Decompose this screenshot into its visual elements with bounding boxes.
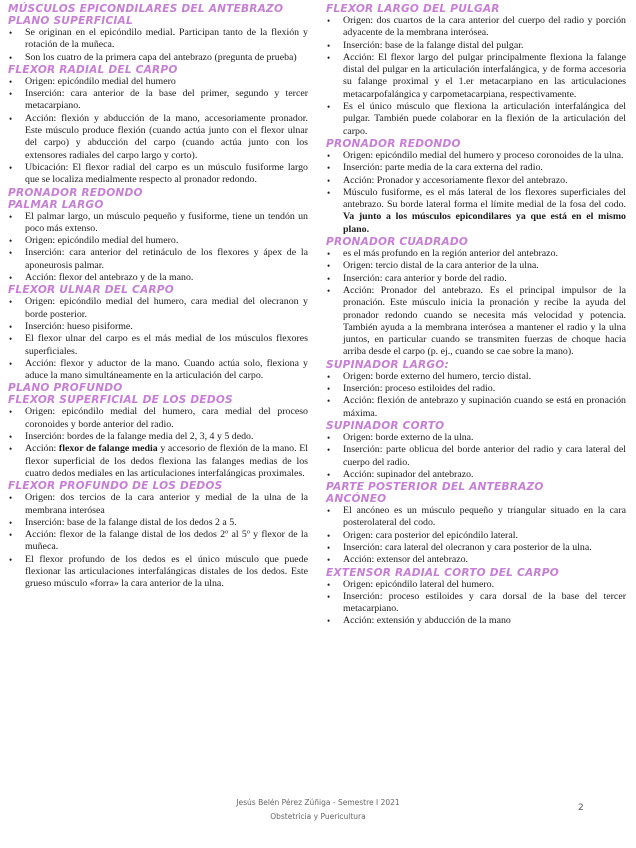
section-heading: SUPINADOR CORTO: [326, 419, 445, 432]
item-text: Acción: flexor y aductor de la mano. Cuando actúa solo, flexiona y aduce la mano simultáneamente en la articulación del carpo.: [25, 357, 308, 382]
bullet-list: [326, 248, 626, 359]
page-footer: [0, 796, 636, 824]
section-heading: PLANO SUPERFICIAL: [8, 15, 133, 27]
bullet-icon: •: [327, 555, 331, 566]
section-heading: PRONADOR REDONDO: [326, 137, 461, 150]
section-heading: PARTE POSTERIOR DEL ANTEBRAZO: [326, 481, 544, 494]
list-item: [8, 529, 308, 554]
item-text: Inserción: cara anterior de la base del primer, segundo y tercer metacarpiano.: [25, 88, 308, 112]
page-number: 2: [578, 803, 584, 813]
list-item: [326, 554, 626, 566]
list-item: [8, 492, 308, 517]
list-item: [8, 88, 308, 113]
bullet-icon: •: [9, 113, 13, 124]
bullet-icon: •: [327, 445, 331, 456]
section-heading: PRONADOR REDONDO: [8, 186, 143, 199]
item-text: Acción: extensión y abducción de la mano: [343, 615, 511, 627]
bullet-icon: •: [327, 616, 331, 627]
item-text: Son los cuatro de la primera capa del antebrazo (pregunta de prueba): [25, 51, 297, 63]
section-heading: EXTENSOR RADIAL CORTO DEL CARPO: [326, 566, 559, 579]
item-text: Origen: tercio distal de la cara anterior de la ulna.: [343, 260, 539, 272]
bullet-icon: •: [327, 102, 331, 113]
list-item: [326, 175, 626, 187]
item-text: Acción: flexión y abducción de la mano, accesoriamente pronador. Este músculo produce flexión (cuando actúa junto con el flexor ulnar del carpo) y abducción del carpo (cuando actúa junto con los extensores radiales del carpo largo y corto).: [25, 112, 308, 161]
bullet-icon: •: [9, 321, 13, 332]
list-item: [8, 296, 308, 321]
item-text: Acción:: [25, 443, 59, 455]
list-item: [326, 150, 626, 162]
list-item: [8, 321, 308, 333]
bullet-icon: •: [327, 530, 331, 541]
list-item: [326, 542, 626, 554]
bullet-icon: •: [327, 249, 331, 260]
item-text: El flexor profundo de los dedos es el único músculo que puede flexionar las articulaciones interfalángicas distales de los dedos. Este grueso músculo «forra» la cara anterior de la ulna.: [25, 553, 308, 590]
item-text: Acción: supinador del antebrazo.: [343, 468, 474, 480]
item-text: Inserción: proceso estiloides y cara dorsal de la base del tercer metacarpiano.: [343, 590, 626, 615]
item-text: Origen: epicóndilo medial del humero: [25, 75, 176, 87]
bullet-icon: •: [9, 89, 13, 100]
list-item: [326, 579, 626, 591]
bullet-icon: •: [9, 407, 13, 418]
bullet-icon: •: [9, 273, 13, 284]
bullet-icon: •: [9, 493, 13, 504]
item-text: Inserción: base de la falange distal del pulgar.: [343, 39, 524, 51]
item-text: Acción: extensor del antebrazo.: [343, 554, 469, 566]
list-item: [326, 15, 626, 40]
list-item: [326, 371, 626, 383]
bullet-icon: •: [327, 469, 331, 480]
section-heading: SUPINADOR LARGO:: [326, 358, 449, 371]
item-text: Origen: epicóndilo medial del humero.: [25, 235, 179, 247]
list-item: [8, 247, 308, 272]
item-text: El flexor ulnar del carpo es el más medial de los músculos flexores superficiales.: [25, 333, 308, 357]
list-item: [326, 248, 626, 260]
list-item: [8, 162, 308, 187]
item-text: Origen: borde externo de la ulna.: [343, 431, 474, 443]
section-heading: PRONADOR CUADRADO: [326, 236, 469, 249]
bullet-icon: •: [327, 261, 331, 272]
item-text: Origen: dos cuartos de la cara anterior del cuerpo del radio y porción adyacente de la membrana interósea.: [343, 15, 626, 39]
bullet-list: [326, 505, 626, 566]
item-text-bold: flexor de falange media: [58, 443, 158, 455]
right-column: [326, 3, 626, 628]
bullet-icon: •: [327, 506, 331, 517]
list-item: [8, 333, 308, 358]
item-text: Músculo fusiforme, es el más lateral de los flexores superficiales del antebrazo. Su borde lateral forma el límite medial de la fosa del codo.: [343, 186, 626, 211]
item-text: Inserción: cara anterior y borde del radio.: [343, 272, 507, 284]
list-item: [326, 52, 626, 101]
item-text: Ubicación: El flexor radial del carpo es un músculo fusiforme largo que se localiza medialmente respecto al pronador redondo.: [25, 161, 308, 186]
item-text: Se originan en el epicóndilo medial. Participan tanto de la flexión y rotación de la muñeca.: [25, 27, 308, 51]
section-heading: PALMAR LARGO: [8, 198, 104, 211]
bullet-list: [8, 27, 308, 64]
list-item: [8, 27, 308, 52]
list-item: [326, 40, 626, 52]
list-item: [8, 272, 308, 284]
bullet-icon: •: [9, 236, 13, 247]
bullet-list: [326, 371, 626, 420]
bullet-icon: •: [327, 285, 331, 296]
list-item: [8, 76, 308, 88]
item-text: Origen: borde externo del humero, tercio distal.: [343, 370, 532, 382]
list-item: [326, 615, 626, 627]
list-item: [326, 260, 626, 272]
bullet-icon: •: [327, 591, 331, 602]
bullet-list: [326, 432, 626, 481]
bullet-icon: •: [9, 444, 13, 455]
item-text: Origen: epicóndilo medial del humero, cara medial del olecranon y borde posterior.: [25, 296, 308, 320]
section-heading: FLEXOR PROFUNDO DE LOS DEDOS: [8, 480, 223, 493]
item-text: Inserción: hueso pisiforme.: [25, 320, 133, 332]
section-heading: ANCÓNEO: [326, 493, 387, 506]
item-text: Inserción: cara lateral del olecranon y cara posterior de la ulna.: [343, 541, 592, 553]
item-text: y accesorio de flexión de la mano. El flexor superficial de los dedos flexiona las falanges medias de los cuatro dedos mediales en las articulaciones interfalángicas proximales.: [25, 443, 308, 479]
list-item: [326, 505, 626, 530]
item-text: es el más profundo en la región anterior del antebrazo.: [343, 248, 558, 260]
bullet-icon: •: [9, 554, 13, 565]
item-text: Inserción: cara anterior del retináculo de los flexores y ápex de la aponeurosis palmar.: [25, 247, 308, 271]
list-item: [326, 273, 626, 285]
bullet-icon: •: [9, 297, 13, 308]
section-heading: FLEXOR SUPERFICIAL DE LOS DEDOS: [8, 394, 233, 407]
list-item: [326, 591, 626, 616]
list-item: [326, 432, 626, 444]
bullet-icon: •: [9, 28, 13, 38]
bullet-icon: •: [9, 517, 13, 528]
list-item: [326, 469, 626, 481]
list-item: [326, 101, 626, 138]
bullet-icon: •: [327, 16, 331, 26]
bullet-icon: •: [9, 358, 13, 369]
bullet-icon: •: [9, 530, 13, 541]
list-item: [326, 530, 626, 542]
item-text: Acción: flexor del antebrazo y de la mano.: [25, 272, 194, 284]
bullet-icon: •: [327, 579, 331, 590]
item-text: El palmar largo, un músculo pequeño y fusiforme, tiene un tendón un poco más extenso.: [25, 210, 308, 234]
list-item: [8, 358, 308, 383]
bullet-icon: •: [327, 542, 331, 553]
bullet-icon: •: [327, 163, 331, 174]
item-text: Origen: dos tercios de la cara anterior y medial de la ulna de la membrana interósea: [25, 492, 308, 516]
item-text: Origen: epicóndilo lateral del humero.: [343, 578, 495, 590]
bullet-icon: •: [9, 52, 13, 63]
section-heading: MÚSCULOS EPICONDILARES DEL ANTEBRAZO: [8, 3, 284, 15]
list-item: [8, 406, 308, 431]
left-column: [8, 3, 308, 591]
item-text: El ancóneo es un músculo pequeño y triangular situado en la cara posterolateral del codo.: [343, 505, 626, 529]
list-item: [326, 187, 626, 236]
bullet-icon: •: [327, 371, 331, 382]
bullet-icon: •: [327, 52, 331, 63]
item-text: Inserción: parte media de la cara externa del radio.: [343, 162, 543, 174]
bullet-icon: •: [9, 162, 13, 173]
bullet-list: [8, 296, 308, 382]
bullet-list: [326, 15, 626, 138]
list-item: [8, 554, 308, 591]
list-item: [326, 162, 626, 174]
list-item: [326, 383, 626, 395]
list-item: [8, 52, 308, 64]
footer-author: Jesús Belén Pérez Zúñiga - Semestre I 2021: [236, 798, 400, 807]
bullet-list: [8, 492, 308, 590]
item-text: Origen: epicóndilo medial del humero, cara medial del proceso coronoides y borde anterior del radio.: [25, 406, 308, 430]
list-item: [326, 285, 626, 359]
list-item: [8, 113, 308, 162]
item-text: Acción: flexor de la falange distal de los dedos 2º al 5º y flexor de la muñeca.: [25, 529, 308, 553]
item-text: Acción: Pronador y accesoriamente flexor del antebrazo.: [343, 174, 568, 186]
bullet-list: [8, 211, 308, 285]
list-item: [326, 395, 626, 420]
bullet-icon: •: [9, 248, 13, 259]
item-text: Acción: flexión de antebrazo y supinación cuando se está en pronación máxima.: [343, 395, 626, 419]
item-text: Es el único músculo que flexiona la articulación interfalángica del pulgar. También puede colaborar en la flexión de la articulación del carpo.: [343, 101, 626, 137]
section-heading: FLEXOR LARGO DEL PULGAR: [326, 3, 500, 15]
item-text: Origen: cara posterior del epicóndilo lateral.: [343, 529, 518, 541]
bullet-icon: •: [9, 76, 13, 87]
bullet-icon: •: [327, 40, 331, 51]
bullet-icon: •: [327, 384, 331, 395]
item-text-bold: Va junto a los músculos epicondilares ya que está en el mismo plano.: [343, 211, 626, 235]
bullet-icon: •: [9, 211, 13, 222]
list-item: [8, 431, 308, 443]
bullet-list: [8, 76, 308, 187]
section-heading: PLANO PROFUNDO: [8, 382, 123, 395]
bullet-icon: •: [327, 187, 331, 198]
item-text: Acción: Pronador del antebrazo. Es el principal impulsor de la pronación. Este músculo inicia la pronación y recibe la ayuda del pronador redondo cuando se necesita más velocidad y potencia. También ayuda a la membrana interósea a mantener el radio y la ulna juntos, en particular cuando se transmiten fuerzas de choque hacia arriba desde el carpo (p. ej., cuando se cae sobre la mano).: [343, 284, 626, 358]
list-item: [8, 211, 308, 236]
list-item: [8, 443, 308, 480]
item-text: Inserción: proceso estiloides del radio.: [343, 383, 496, 395]
item-text: Acción: El flexor largo del pulgar principalmente flexiona la falange distal del pulgar en la articulación interfalángica, y de forma accesoria su falange proximal y el 1.er metacarpiano en las articulaciones metacarpofalángica y carpometacarpiana, respectivamente.: [343, 51, 626, 100]
section-heading: FLEXOR ULNAR DEL CARPO: [8, 284, 174, 297]
list-item: [8, 235, 308, 247]
item-text: Inserción: bordes de la falange media del 2, 3, 4 y 5 dedo.: [25, 431, 254, 443]
item-text: Origen: epicóndilo medial del humero y proceso coronoides de la ulna.: [343, 149, 624, 161]
bullet-icon: •: [327, 432, 331, 443]
bullet-icon: •: [9, 334, 13, 345]
list-item: [326, 444, 626, 469]
bullet-list: [326, 150, 626, 236]
bullet-icon: •: [327, 396, 331, 407]
footer-course: Obstetricia y Puericultura: [270, 812, 366, 821]
bullet-icon: •: [327, 273, 331, 284]
bullet-icon: •: [9, 432, 13, 443]
bullet-list: [326, 579, 626, 628]
item-text: Inserción: parte oblicua del borde anterior del radio y cara lateral del cuerpo del radio.: [343, 444, 626, 468]
bullet-list: [8, 406, 308, 480]
bullet-icon: •: [327, 150, 331, 161]
section-heading: FLEXOR RADIAL DEL CARPO: [8, 63, 178, 76]
bullet-icon: •: [327, 175, 331, 186]
item-text: Inserción: base de la falange distal de los dedos 2 a 5.: [25, 516, 237, 528]
list-item: [8, 517, 308, 529]
